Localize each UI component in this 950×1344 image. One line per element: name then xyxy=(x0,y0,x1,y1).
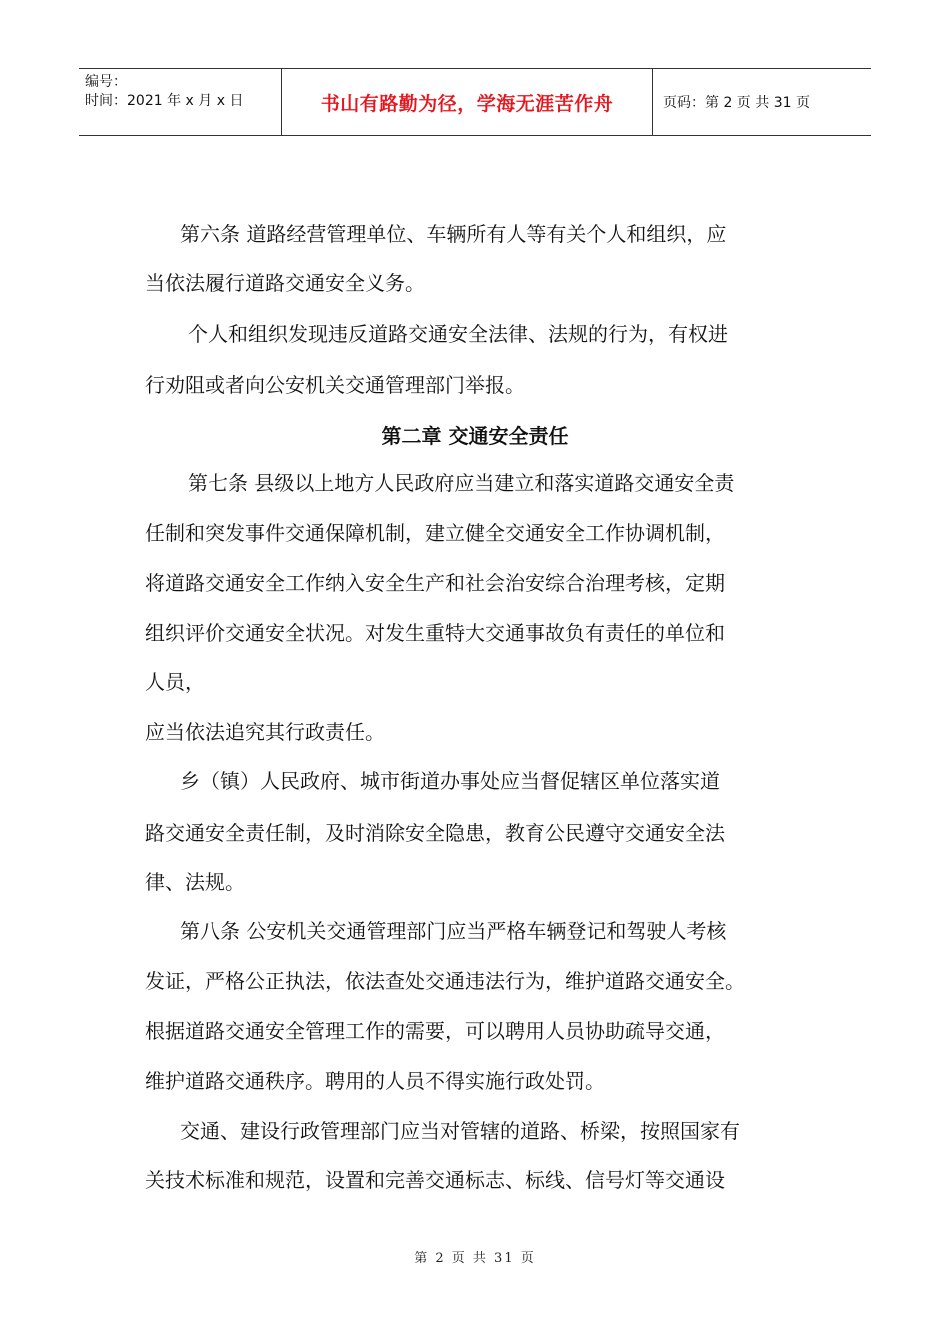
motto-text: 书山有路勤为径，学海无涯苦作舟 xyxy=(320,92,614,115)
page-label: 页码：第 2 页 共 31 页 xyxy=(663,95,810,111)
paragraph-line: 个人和组织发现违反道路交通安全法律、法规的行为，有权进 xyxy=(188,322,728,346)
paragraph-line: 关技术标准和规范，设置和完善交通标志、标线、信号灯等交通设 xyxy=(145,1168,725,1192)
paragraph-line: 组织评价交通安全状况。对发生重特大交通事故负有责任的单位和 xyxy=(145,621,725,645)
paragraph-line: 任制和突发事件交通保障机制，建立健全交通安全工作协调机制， xyxy=(145,521,725,545)
paragraph-line: 根据道路交通安全管理工作的需要，可以聘用人员协助疏导交通， xyxy=(145,1019,725,1043)
paragraph-line: 交通、建设行政管理部门应当对管辖的道路、桥梁，按照国家有 xyxy=(180,1119,740,1143)
header-table xyxy=(79,68,871,136)
paragraph-line: 路交通安全责任制，及时消除安全隐患，教育公民遵守交通安全法 xyxy=(145,821,725,845)
chapter-title: 第二章 交通安全责任 xyxy=(381,424,569,448)
paragraph-line: 发证，严格公正执法，依法查处交通违法行为，维护道路交通安全。 xyxy=(145,969,745,993)
paragraph-line: 行劝阻或者向公安机关交通管理部门举报。 xyxy=(145,373,525,397)
paragraph-line: 第八条 公安机关交通管理部门应当严格车辆登记和驾驶人考核 xyxy=(180,919,727,943)
paragraph-line: 律、法规。 xyxy=(145,870,245,894)
header-motto-cell xyxy=(282,69,653,135)
paragraph-line: 人员， xyxy=(145,670,205,694)
paragraph-line: 第七条 县级以上地方人民政府应当建立和落实道路交通安全责 xyxy=(188,471,735,495)
page-footer xyxy=(0,1247,950,1266)
paragraph-line: 将道路交通安全工作纳入安全生产和社会治安综合治理考核，定期 xyxy=(145,571,725,595)
paragraph-line: 当依法履行道路交通安全义务。 xyxy=(145,271,425,295)
paragraph-line: 第六条 道路经营管理单位、车辆所有人等有关个人和组织，应 xyxy=(180,222,727,246)
header-meta-cell xyxy=(79,69,282,135)
header-page-cell xyxy=(653,69,871,135)
paragraph-line: 乡（镇）人民政府、城市街道办事处应当督促辖区单位落实道 xyxy=(180,769,720,793)
time-label: 时间：2021 年 x 月 x 日 xyxy=(85,93,244,109)
footer-page-number: 第 2 页 共 31 页 xyxy=(414,1251,536,1266)
paragraph-line: 应当依法追究其行政责任。 xyxy=(145,720,385,744)
serial-label: 编号： xyxy=(85,74,127,90)
paragraph-line: 维护道路交通秩序。聘用的人员不得实施行政处罚。 xyxy=(145,1069,605,1093)
